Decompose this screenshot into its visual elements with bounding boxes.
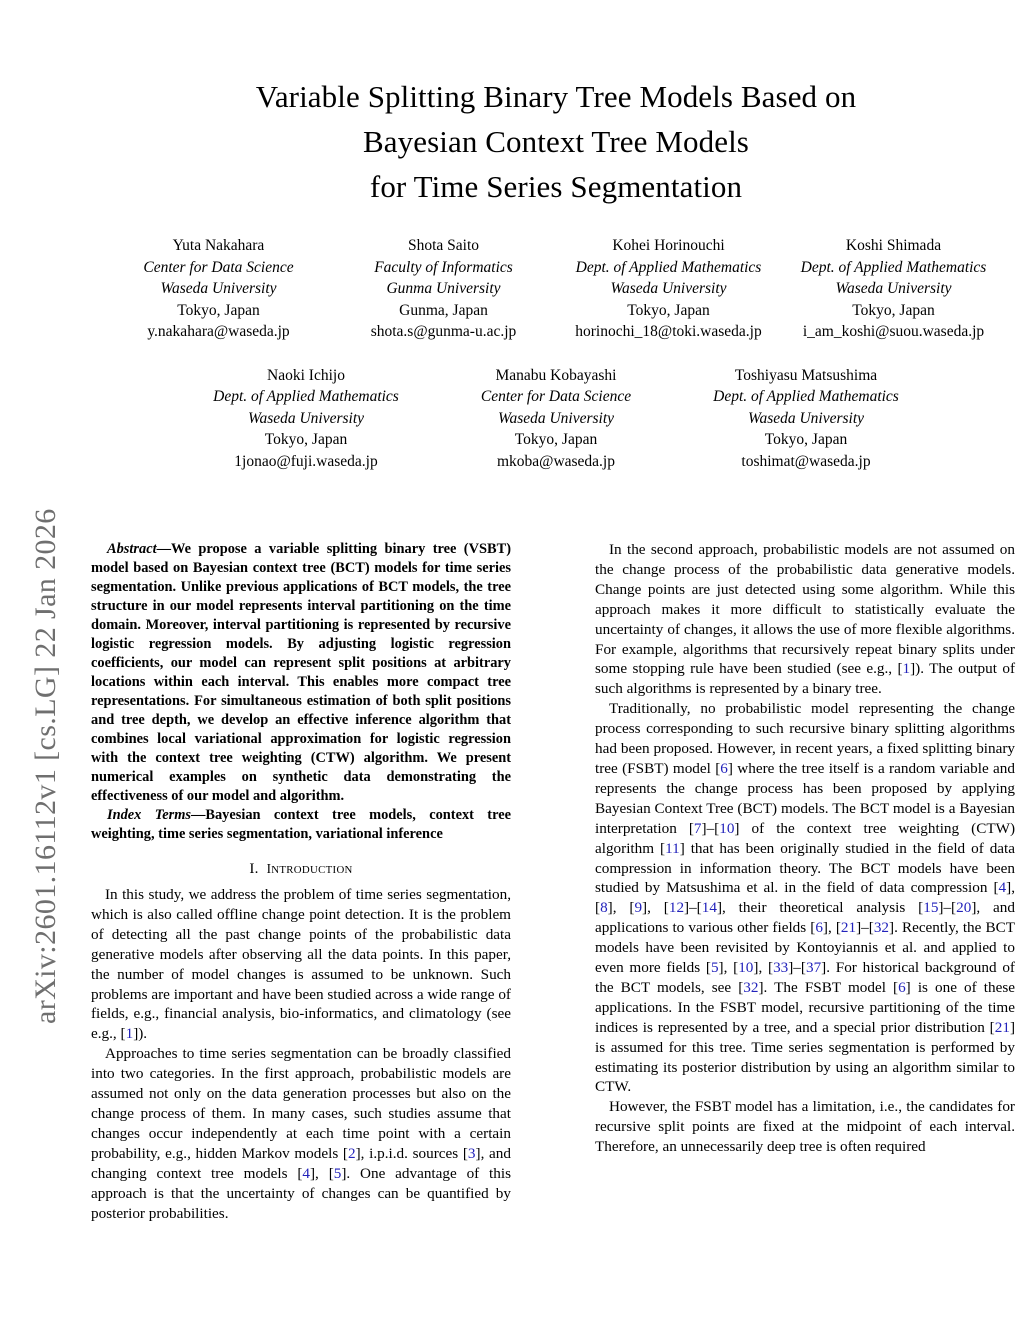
author-kohei-horinouchi	[556, 235, 781, 343]
citation-link[interactable]: 2	[347, 1144, 356, 1162]
index-terms-paragraph	[91, 806, 511, 844]
author-toshiyasu-matsushima	[681, 365, 931, 473]
author-city: Tokyo, Japan	[514, 431, 598, 448]
citation-link[interactable]: 6	[815, 919, 823, 937]
body-columns	[88, 540, 1024, 1223]
citation-link[interactable]: 4	[302, 1164, 310, 1182]
author-city: Tokyo, Japan	[852, 301, 935, 319]
citation-link[interactable]: 6	[720, 759, 728, 777]
author-email: i_am_koshi@suou.waseda.jp	[802, 323, 985, 340]
paragraph-right-2	[595, 699, 1015, 1097]
author-name: Manabu Kobayashi	[495, 366, 617, 384]
citation-link[interactable]: 11	[665, 839, 680, 857]
citation-link[interactable]: 10	[738, 959, 754, 977]
author-email: horinochi_18@toki.waseda.jp	[575, 323, 762, 340]
title-line-2: Bayesian Context Tree Models	[363, 124, 749, 159]
paper-page	[88, 0, 1024, 1325]
author-univ: Waseda University	[247, 409, 365, 427]
author-univ: Waseda University	[497, 409, 615, 427]
author-univ: Waseda University	[610, 280, 727, 297]
author-city: Tokyo, Japan	[264, 431, 348, 448]
citation-link[interactable]: 5	[333, 1164, 342, 1182]
abstract-paragraph	[91, 540, 511, 806]
author-name: Kohei Horinouchi	[612, 237, 725, 254]
author-dept: Dept. of Applied Mathematics	[713, 388, 899, 405]
paragraph-text: Approaches to time series segmentation can be broadly classified into two categories. In the first approach, probabilistic models are assumed not only on the data generation processes but also on the change process of them. In many cases, such studies assume that changes occur independently at each time point with a certain probability, e.g., hidden Markov models [2], i.p.i.d. sources [3], and changing context tree models [4], [5]. One advantage of this approach is that the uncertainty of changes can be quantified by posterior probabilities.	[91, 1045, 511, 1222]
arxiv-stamp	[0, 0, 88, 1325]
citation-link[interactable]: 10	[719, 819, 735, 837]
author-email: y.nakahara@waseda.jp	[147, 323, 290, 340]
citation-link[interactable]: 21	[994, 1018, 1010, 1036]
abstract-label: Abstract	[107, 541, 157, 557]
author-naoki-ichijo	[181, 365, 431, 473]
citation-link[interactable]: 33	[773, 959, 789, 977]
column-right	[595, 540, 1015, 1223]
index-terms-label: Index Terms	[107, 807, 191, 823]
author-univ: Gunma University	[386, 280, 501, 297]
citation-link[interactable]: 12	[668, 899, 685, 917]
author-dept: Faculty of Informatics	[374, 258, 513, 276]
author-city: Tokyo, Japan	[764, 431, 848, 448]
citation-link[interactable]: 4	[998, 879, 1007, 897]
author-email: shota.s@gunma-u.ac.jp	[370, 323, 517, 340]
citation-link[interactable]: 3	[467, 1144, 476, 1162]
citation-link[interactable]: 5	[710, 959, 719, 977]
author-city: Gunma, Japan	[399, 301, 488, 319]
author-row-1	[88, 235, 1024, 343]
title-line-3: for Time Series Segmentation	[369, 169, 743, 204]
paragraph-right-3	[595, 1097, 1015, 1157]
citation-link[interactable]: 32	[873, 919, 890, 937]
title-line-1: Variable Splitting Binary Tree Models Based on	[255, 79, 857, 114]
section-title: INTRODUCTION	[266, 861, 353, 876]
author-dept: Dept. of Applied Mathematics	[213, 388, 399, 405]
author-yuta-nakahara	[106, 235, 331, 343]
author-univ: Waseda University	[160, 280, 277, 297]
author-dept: Center for Data Science	[143, 258, 294, 276]
paragraph-text: However, the FSBT model has a limitation, i.e., the candidates for recursive split points are fixed at the midpoint of each interval. Therefore, an unnecessarily deep tree is often required	[595, 1098, 1015, 1156]
author-email: mkoba@waseda.jp	[496, 452, 615, 470]
author-koshi-shimada	[781, 235, 1006, 343]
author-shota-saito	[331, 235, 556, 343]
author-dept: Center for Data Science	[480, 388, 632, 405]
citation-link[interactable]: 6	[898, 978, 906, 996]
author-univ: Waseda University	[835, 280, 952, 297]
citation-link[interactable]: 32	[743, 978, 759, 996]
author-name: Naoki Ichijo	[267, 366, 345, 384]
author-dept: Dept. of Applied Mathematics	[575, 258, 762, 276]
citation-link[interactable]: 1	[902, 660, 911, 678]
author-name: Toshiyasu Matsushima	[734, 366, 878, 384]
author-name: Yuta Nakahara	[172, 237, 265, 254]
citation-link[interactable]: 21	[840, 919, 857, 937]
author-row-2	[88, 365, 1024, 473]
paragraph-text: In this study, we address the problem of time series segmentation, which is also called offline change point detection. It is the problem of detecting all the past change points of the probabilistic data generative models after observing all the data points. In this paper, the number of model changes is assumed to be unknown. Such problems are important and have been studied across a wide range of fields, e.g., financial analysis, bio-informatics, and climatology (see e.g., [1]).	[91, 886, 511, 1043]
author-univ: Waseda University	[747, 409, 865, 427]
author-dept: Dept. of Applied Mathematics	[800, 258, 987, 276]
column-left	[91, 540, 511, 1223]
author-city: Tokyo, Japan	[177, 301, 260, 319]
paragraph-text: In the second approach, probabilistic models are not assumed on the change process of the probabilistic data generative models. Change points are just detected using some algorithm. While this approach makes it more difficult to statistically evaluate the uncertainty of changes, it allows the use of more flexible algorithms. For example, algorithms that recursively repeat binary splits under some stopping rule have been studied (see e.g., [1]). The output of such algorithms is represented by a binary tree.	[595, 541, 1015, 698]
citation-link[interactable]: 20	[956, 899, 972, 917]
citation-link[interactable]: 7	[693, 819, 702, 837]
section-heading-introduction	[91, 860, 511, 878]
citation-link[interactable]: 1	[125, 1025, 134, 1043]
author-email: 1jonao@fuji.waseda.jp	[234, 452, 378, 470]
citation-link[interactable]: 37	[805, 959, 822, 977]
citation-link[interactable]: 15	[923, 899, 939, 917]
index-terms-body: Bayesian context tree models, context tree weighting, time series segmentation, variational inference	[91, 807, 512, 842]
abstract-body: We propose a variable splitting binary tree (VSBT) model based on Bayesian context tree (BCT) models for time series segmentation. Unlike previous applications of BCT models, the tree structure in our model represents interval partitioning on the time domain. Moreover, interval partitioning is represented by recursive logistic regression models. By adjusting logistic regression coefficients, our model can represent split positions at arbitrary locations within each interval. This enables more compact tree representations. For simultaneous estimation of both split positions and tree depth, we develop an effective inference algorithm that combines local variational approximation for logistic regression with the context tree weighting (CTW) algorithm. We present numerical examples on synthetic data demonstrating the effectiveness of our model and algorithm.	[91, 541, 511, 804]
abstract-dash: —	[156, 541, 171, 557]
author-city: Tokyo, Japan	[627, 301, 710, 319]
citation-link[interactable]: 8	[600, 899, 608, 917]
paragraph-intro-1	[91, 885, 511, 1044]
arxiv-stamp-text: arXiv:2601.16112v1 [cs.LG] 22 Jan 2026	[29, 508, 62, 1024]
paragraph-intro-2	[91, 1044, 511, 1223]
author-manabu-kobayashi	[431, 365, 681, 473]
section-number: I.	[249, 860, 259, 877]
author-name: Koshi Shimada	[845, 237, 942, 254]
paragraph-text: Traditionally, no probabilistic model representing the change process corresponding to such recursive binary splitting algorithms had been proposed. However, in recent years, a fixed splitting binary tree (FSBT) model [6] where the tree itself is a random variable and represents the change process has been proposed by applying Bayesian Context Tree (BCT) models. The BCT model is a Bayesian interpretation [7]–[10] of the context tree weighting (CTW) algorithm [11] that has been originally studied in the field of data compression in information theory. The BCT models have been studied by Matsushima et al. in the field of data compression [4], [8], [9], [12]–[14], their theoretical analysis [15]–[20], and applications to various other fields [6], [21]–[32]. Recently, the BCT models have been revisited by Kontoyiannis et al. and applied to even more fields [5], [10], [33]–[37]. For historical background of the BCT models, see [32]. The FSBT model [6] is one of these applications. In the FSBT model, recursive partitioning of the time indices is represented by a tree, and a special prior distribution [21] is assumed for this tree. Time series segmentation is performed by estimating its posterior distribution by using an algorithm similar to CTW.	[595, 700, 1016, 1096]
author-name: Shota Saito	[407, 237, 480, 254]
author-block	[88, 235, 1024, 472]
citation-link[interactable]: 9	[634, 899, 643, 917]
citation-link[interactable]: 14	[701, 899, 717, 917]
index-terms-dash: —	[191, 807, 206, 823]
paragraph-right-1	[595, 540, 1015, 699]
page-title	[88, 0, 1024, 209]
author-email: toshimat@waseda.jp	[741, 452, 871, 470]
